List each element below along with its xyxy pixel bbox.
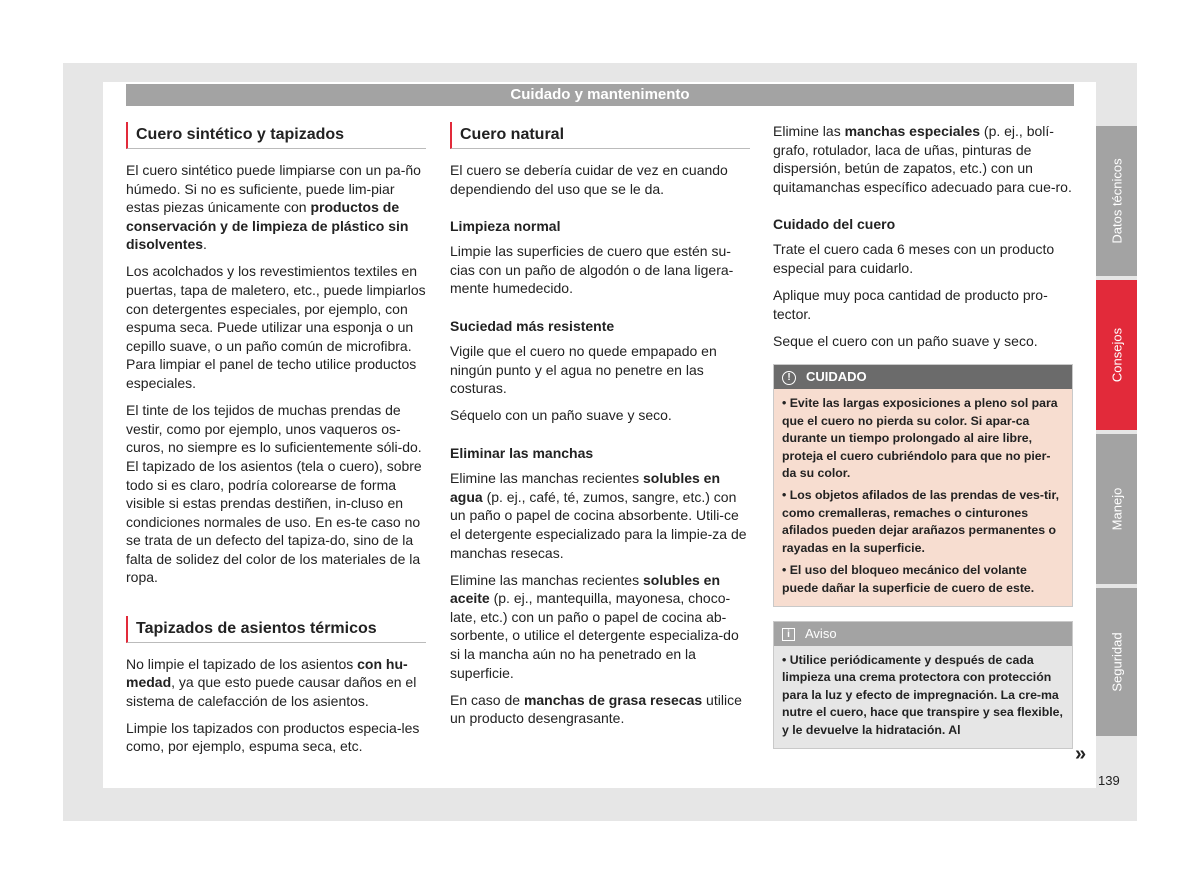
paragraph: Seque el cuero con un paño suave y seco. bbox=[773, 332, 1038, 349]
paragraph: Aplique muy poca cantidad de producto pro-tector. bbox=[773, 287, 1048, 322]
tab-consejos[interactable]: Consejos bbox=[1096, 280, 1137, 430]
caution-title: CUIDADO bbox=[806, 369, 867, 385]
column-3 bbox=[773, 122, 1073, 749]
note-body bbox=[774, 646, 1072, 748]
caution-item: • Los objetos afilados de las prendas de ves-tir, como cremalleras, remaches o cinturones afilados pueden dejar arañazos permanentes o rayadas en la superficie. bbox=[782, 488, 1059, 555]
paragraph: Elimine las manchas recientes solubles en aceite (p. ej., mantequilla, mayonesa, choco-late, etc.) con un paño o papel de cocina ab-sorbente, o utilice el detergente especializa-do si la mancha aún no ha penetrado en la superficie. bbox=[450, 571, 739, 681]
paragraph: Elimine las manchas especiales (p. ej., bolí-grafo, rotulador, laca de uñas, pinturas de dispersión, betún de zapatos, etc.) con un quitamanchas específico adecuado para cue-ro. bbox=[773, 123, 1072, 195]
tab-manejo[interactable]: Manejo bbox=[1096, 434, 1137, 584]
paragraph: El cuero se debería cuidar de vez en cuando dependiendo del uso que se le da. bbox=[450, 162, 728, 197]
info-icon: i bbox=[782, 628, 795, 641]
section-title-cuero-natural: Cuero natural bbox=[450, 122, 750, 149]
paragraph: Elimine las manchas recientes solubles en agua (p. ej., café, té, zumos, sangre, etc.) con un paño o papel de cocina absorbente. Utili-ce el detergente especializado para la limpie-za de manchas resecas. bbox=[450, 470, 747, 561]
subheading-eliminar-manchas: Eliminar las manchas bbox=[450, 444, 594, 461]
paragraph: En caso de manchas de grasa resecas utilice un producto desengrasante. bbox=[450, 691, 742, 727]
paragraph: Limpie las superficies de cuero que estén su-cias con un paño de algodón o de lana ligera-mente humedecido. bbox=[450, 243, 734, 297]
paragraph: Vigile que el cuero no quede empapado en ningún punto y el agua no penetre en las costuras. bbox=[450, 343, 717, 397]
note-item: • Utilice periódicamente y después de cada limpieza una crema protectora con protección para la luz y efecto de impregnación. La cre-ma nutre el cuero, hace que transpire y sea flexible, y le devuelve la hidratación. Al bbox=[782, 652, 1063, 737]
tab-datos-tecnicos[interactable]: Datos técnicos bbox=[1096, 126, 1137, 276]
paragraph: No limpie el tapizado de los asientos con hu-medad, ya que esto puede causar daños en el sistema de calefacción de los asientos. bbox=[126, 655, 417, 709]
paragraph: El tinte de los tejidos de muchas prendas de vestir, como por ejemplo, unos vaqueros os-curos, no siempre es lo suficientemente sóli-do. El tapizado de los asientos (tela o cuero), sobre todo si es claro, podría colorearse de forma visible si estas prendas destiñen, in-cluso en condiciones normales de uso. En es-te caso no se trata de un defecto del tapiza-do, sino de la falta de solidez del color de los materiales de la ropa. bbox=[126, 402, 422, 586]
paragraph: Los acolchados y los revestimientos textiles en puertas, tapa de maletero, etc., puede limpiarlos con detergentes especiales, por ejemplo, con espuma seca. Puede utilizar una esponja o un cepillo suave, o un paño común de microfibra. Para limpiar el panel de techo utilice productos especiales. bbox=[126, 263, 426, 392]
chapter-header: Cuidado y mantenimento bbox=[126, 84, 1074, 106]
column-1 bbox=[126, 122, 426, 765]
caution-item: • Evite las largas exposiciones a pleno sol para que el cuero no pierda su color. Si apar-ca durante un tiempo prolongado al aire libre, proteja el cuero cubriéndolo para que no pier-da su color. bbox=[782, 396, 1058, 481]
caution-body bbox=[774, 389, 1072, 605]
caution-box bbox=[773, 364, 1073, 606]
exclamation-circle-icon: ! bbox=[782, 371, 796, 385]
section-title-cuero-sintetico: Cuero sintético y tapizados bbox=[126, 122, 426, 149]
caution-item: • El uso del bloqueo mecánico del volante puede dañar la superficie de cuero de este. bbox=[782, 563, 1035, 595]
tab-seguridad[interactable]: Seguridad bbox=[1096, 588, 1137, 736]
subheading-limpieza-normal: Limpieza normal bbox=[450, 217, 561, 234]
subheading-cuidado-cuero: Cuidado del cuero bbox=[773, 215, 896, 232]
note-title: Aviso bbox=[805, 625, 837, 641]
column-2 bbox=[450, 122, 750, 736]
paragraph: Limpie los tapizados con productos especia-les como, por ejemplo, espuma seca, etc. bbox=[126, 719, 420, 755]
caution-header bbox=[774, 365, 1072, 389]
continue-chevron-icon: » bbox=[1075, 743, 1087, 765]
note-header bbox=[774, 622, 1072, 646]
page-number: 139 bbox=[1098, 773, 1120, 788]
paragraph: Trate el cuero cada 6 meses con un producto especial para cuidarlo. bbox=[773, 241, 1055, 277]
section-title-tapizados-termicos: Tapizados de asientos térmicos bbox=[126, 616, 426, 643]
paragraph: Séquelo con un paño suave y seco. bbox=[450, 407, 672, 424]
note-box bbox=[773, 621, 1073, 749]
paragraph: El cuero sintético puede limpiarse con un pa-ño húmedo. Si no es suficiente, puede lim-piar estas piezas únicamente con productos de conservación y de limpieza de plástico sin disolventes. bbox=[126, 162, 421, 253]
subheading-suciedad: Suciedad más resistente bbox=[450, 317, 615, 334]
